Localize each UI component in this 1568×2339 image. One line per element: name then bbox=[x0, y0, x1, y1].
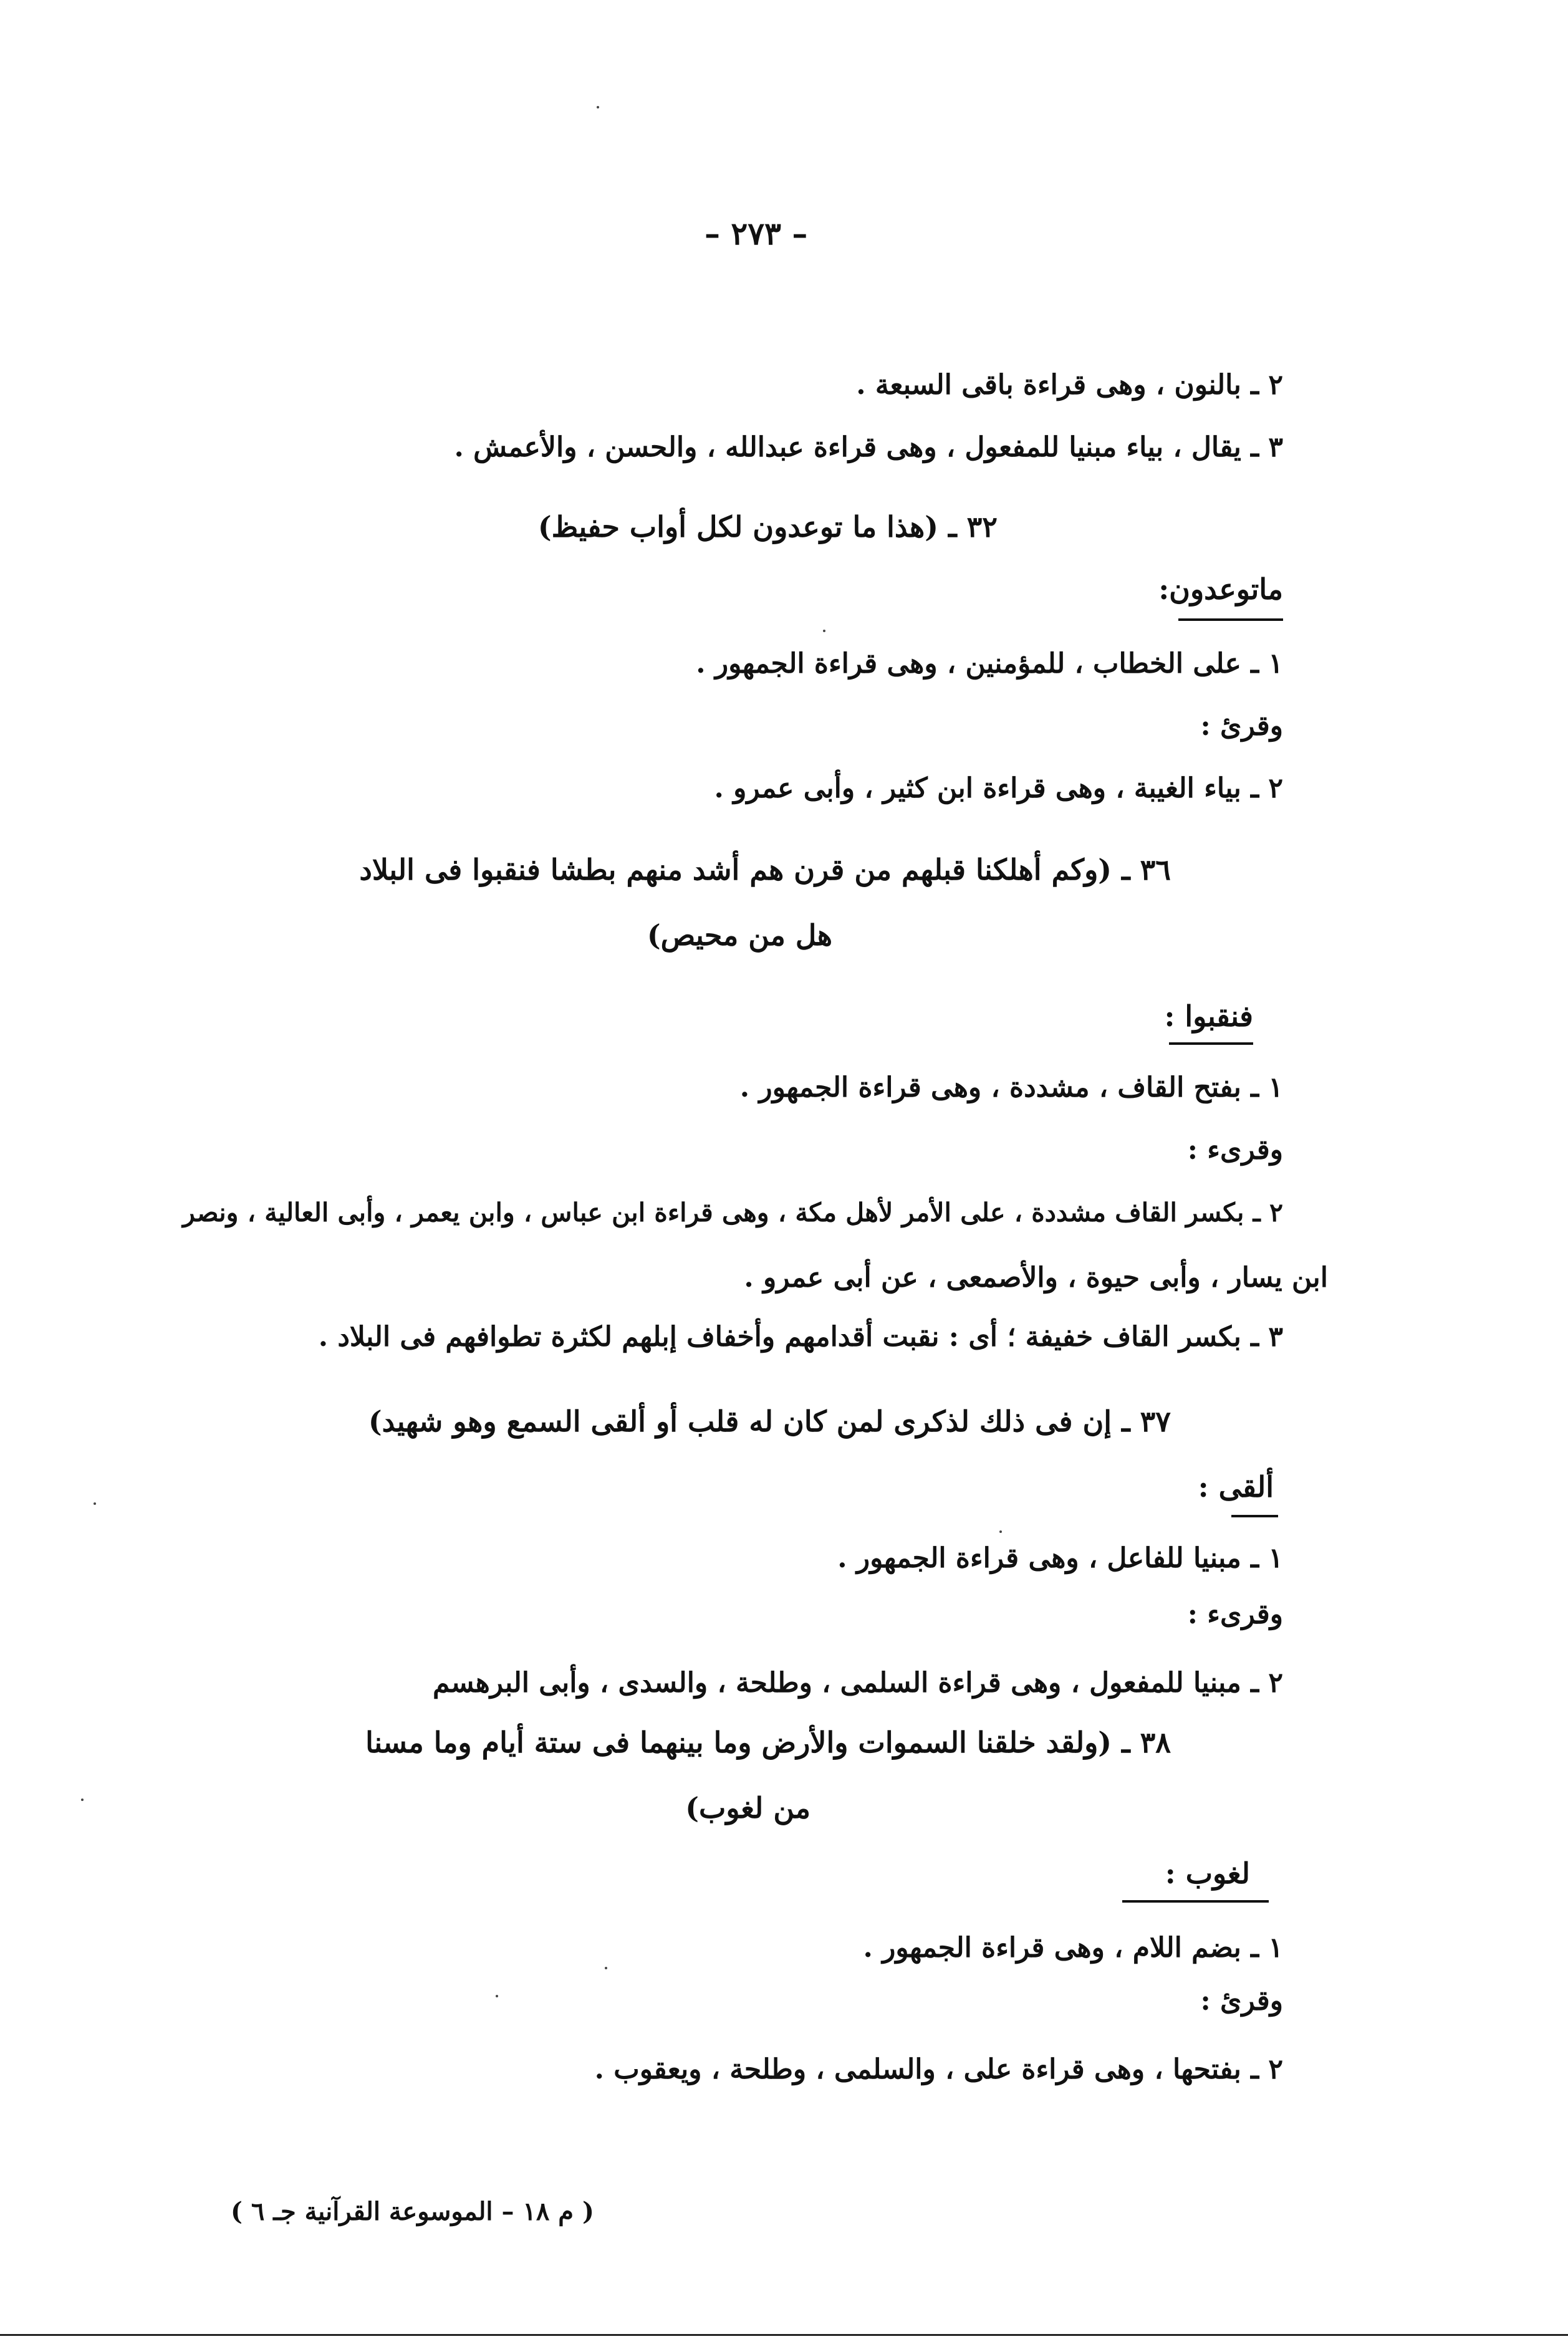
heading-underline bbox=[1122, 1900, 1269, 1903]
verse-line: ٣٦ ـ (وكم أهلكنا قبلهم من قرن هم أشد منهم بطشا فنقبوا فى البلاد bbox=[359, 853, 1171, 886]
heading-underline bbox=[1169, 1042, 1253, 1045]
verse-line: هل من محيص) bbox=[647, 918, 832, 952]
text-line: ١ ـ مبنيا للفاعل ، وهى قراءة الجمهور . bbox=[837, 1542, 1283, 1574]
heading-underline bbox=[1231, 1515, 1278, 1517]
section-heading: ألقى : bbox=[1198, 1470, 1274, 1504]
text-line: ابن يسار ، وأبى حيوة ، والأصمعى ، عن أبى عمرو . bbox=[744, 1262, 1328, 1294]
text-line: ٢ ـ مبنيا للمفعول ، وهى قراءة السلمى ، وطلحة ، والسدى ، وأبى البرهسم bbox=[433, 1667, 1283, 1699]
scan-speck bbox=[999, 1530, 1002, 1533]
scan-speck bbox=[94, 1502, 96, 1505]
text-line: وقرىء : bbox=[1187, 1134, 1283, 1166]
scan-speck bbox=[81, 1799, 84, 1801]
text-line: ٣ ـ يقال ، بياء مبنيا للمفعول ، وهى قراءة عبدالله ، والحسن ، والأعمش . bbox=[454, 431, 1283, 463]
text-line: وقرىء : bbox=[1187, 1598, 1283, 1630]
text-line: ٣ ـ بكسر القاف خفيفة ؛ أى : نقبت أقدامهم وأخفاف إبلهم لكثرة تطوافهم فى البلاد . bbox=[318, 1321, 1283, 1353]
heading-underline bbox=[1178, 618, 1283, 621]
scan-speck bbox=[605, 1967, 607, 1969]
text-line: ١ ـ بضم اللام ، وهى قراءة الجمهور . bbox=[863, 1932, 1283, 1964]
text-line: ٢ ـ بكسر القاف مشددة ، على الأمر لأهل مكة ، وهى قراءة ابن عباس ، وابن يعمر ، وأبى العالية ، ونصر bbox=[183, 1198, 1283, 1227]
section-heading: لغوب : bbox=[1165, 1856, 1250, 1890]
text-line: ١ ـ على الخطاب ، للمؤمنين ، وهى قراءة الجمهور . bbox=[696, 648, 1283, 680]
page-footer: ( م ١٨ – الموسوعة القرآنية جـ ٦ ) bbox=[231, 2197, 594, 2226]
bottom-rule bbox=[0, 2334, 1568, 2336]
text-line: ٢ ـ بالنون ، وهى قراءة باقى السبعة . bbox=[856, 369, 1283, 401]
verse-line: ٣٢ ـ (هذا ما توعدون لكل أواب حفيظ) bbox=[537, 510, 998, 544]
section-heading: ماتوعدون: bbox=[1158, 572, 1283, 606]
text-line: وقرئ : bbox=[1200, 710, 1283, 742]
text-line: ٢ ـ بياء الغيبة ، وهى قراءة ابن كثير ، وأبى عمرو . bbox=[714, 772, 1283, 804]
page-number: – ٢٧٣ – bbox=[705, 215, 808, 252]
verse-line: ٣٧ ـ إن فى ذلك لذكرى لمن كان له قلب أو ألقى السمع وهو شهيد) bbox=[368, 1405, 1171, 1438]
text-line: وقرئ : bbox=[1200, 1985, 1283, 2017]
text-line: ١ ـ بفتح القاف ، مشددة ، وهى قراءة الجمهور . bbox=[739, 1072, 1283, 1103]
verse-line: ٣٨ ـ (ولقد خلقنا السموات والأرض وما بينهما فى ستة أيام وما مسنا bbox=[365, 1726, 1171, 1759]
section-heading: فنقبوا : bbox=[1164, 999, 1253, 1033]
scan-speck bbox=[597, 106, 599, 108]
text-line: ٢ ـ بفتحها ، وهى قراءة على ، والسلمى ، وطلحة ، ويعقوب . bbox=[594, 2053, 1283, 2085]
verse-line: من لغوب) bbox=[685, 1791, 810, 1825]
scan-speck bbox=[823, 630, 825, 632]
scan-speck bbox=[496, 1995, 498, 1997]
